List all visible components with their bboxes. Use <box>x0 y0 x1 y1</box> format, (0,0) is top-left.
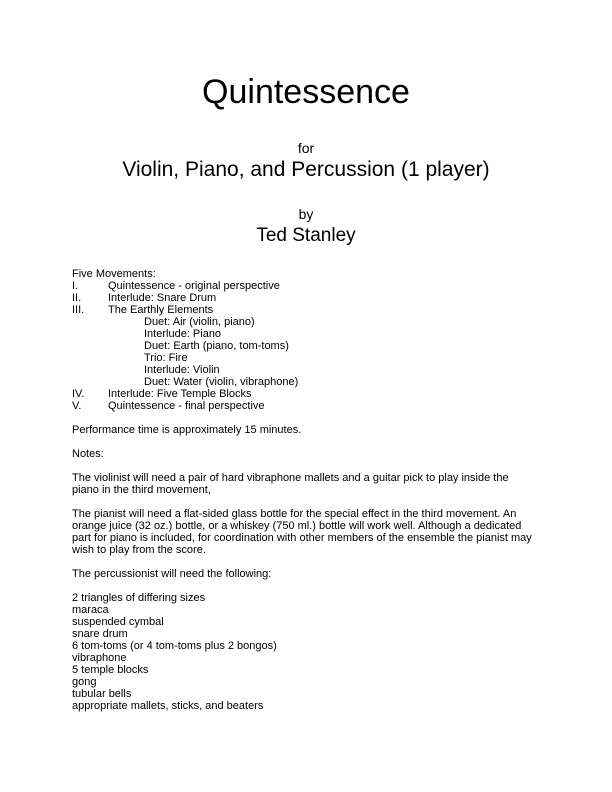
movement-numeral: I. <box>72 280 79 292</box>
percussion-item: 6 tom-toms (or 4 tom-toms plus 2 bongos) <box>72 640 277 652</box>
movement-numeral: III. <box>72 304 85 316</box>
page-title: Quintessence <box>202 73 410 111</box>
percussion-item: appropriate mallets, sticks, and beaters <box>72 700 264 712</box>
movement-numeral: II. <box>72 292 82 304</box>
subsection-item: Duet: Air (violin, piano) <box>144 316 255 328</box>
movement-item <box>72 292 552 304</box>
percussion-item: snare drum <box>72 628 128 640</box>
movement-item <box>72 400 552 412</box>
movement-title: Quintessence - final perspective <box>108 400 265 412</box>
movement-item <box>72 388 552 400</box>
subsection-item: Duet: Water (violin, vibraphone) <box>144 376 299 388</box>
movement-title: Interlude: Snare Drum <box>108 292 217 304</box>
violin-note-line: The violinist will need a pair of hard vibraphone mallets and a guitar pick to play inside the <box>72 472 509 484</box>
movement-numeral: V. <box>72 400 82 412</box>
notes-heading: Notes: <box>72 448 104 460</box>
movement-numeral: IV. <box>72 388 85 400</box>
subsection-item: Duet: Earth (piano, tom-toms) <box>144 340 289 352</box>
piano-note-line: orange juice (32 oz.) bottle, or a whiskey (750 ml.) bottle will work well. Although a dedicated <box>72 520 522 532</box>
percussion-item: tubular bells <box>72 688 132 700</box>
piano-note-line: part for piano is included, for coordination with other members of the ensemble the pianist may <box>72 532 532 544</box>
subsection-item: Interlude: Violin <box>144 364 220 376</box>
subsection-item: Interlude: Piano <box>144 328 222 340</box>
movement-title: The Earthly Elements <box>108 304 214 316</box>
percussion-item: maraca <box>72 604 109 616</box>
percussion-intro: The percussionist will need the following: <box>72 568 272 580</box>
piano-note-line: wish to play from the score. <box>72 544 206 556</box>
movements-heading: Five Movements: <box>72 268 156 280</box>
movement-title: Interlude: Five Temple Blocks <box>108 388 252 400</box>
percussion-item: suspended cymbal <box>72 616 164 628</box>
for-label: for <box>297 140 315 156</box>
percussion-item: vibraphone <box>72 652 127 664</box>
movement-item <box>72 280 552 292</box>
program-notes <box>72 268 552 712</box>
movement-item <box>72 304 552 316</box>
percussion-item: 5 temple blocks <box>72 664 149 676</box>
performance-time: Performance time is approximately 15 minutes. <box>72 424 302 436</box>
composer-name: Ted Stanley <box>256 225 356 246</box>
piano-note <box>72 508 552 556</box>
subsection-item: Trio: Fire <box>144 352 188 364</box>
piano-note-line: The pianist will need a flat-sided glass bottle for the special effect in the third movement. An <box>72 508 517 520</box>
violin-note <box>72 472 552 496</box>
movement-title: Quintessence - original perspective <box>108 280 280 292</box>
violin-note-line: piano in the third movement, <box>72 484 211 496</box>
percussion-list <box>72 592 552 712</box>
percussion-item: gong <box>72 676 97 688</box>
percussion-item: 2 triangles of differing sizes <box>72 592 206 604</box>
by-label: by <box>298 206 314 222</box>
instrumentation: Violin, Piano, and Percussion (1 player) <box>122 158 490 181</box>
